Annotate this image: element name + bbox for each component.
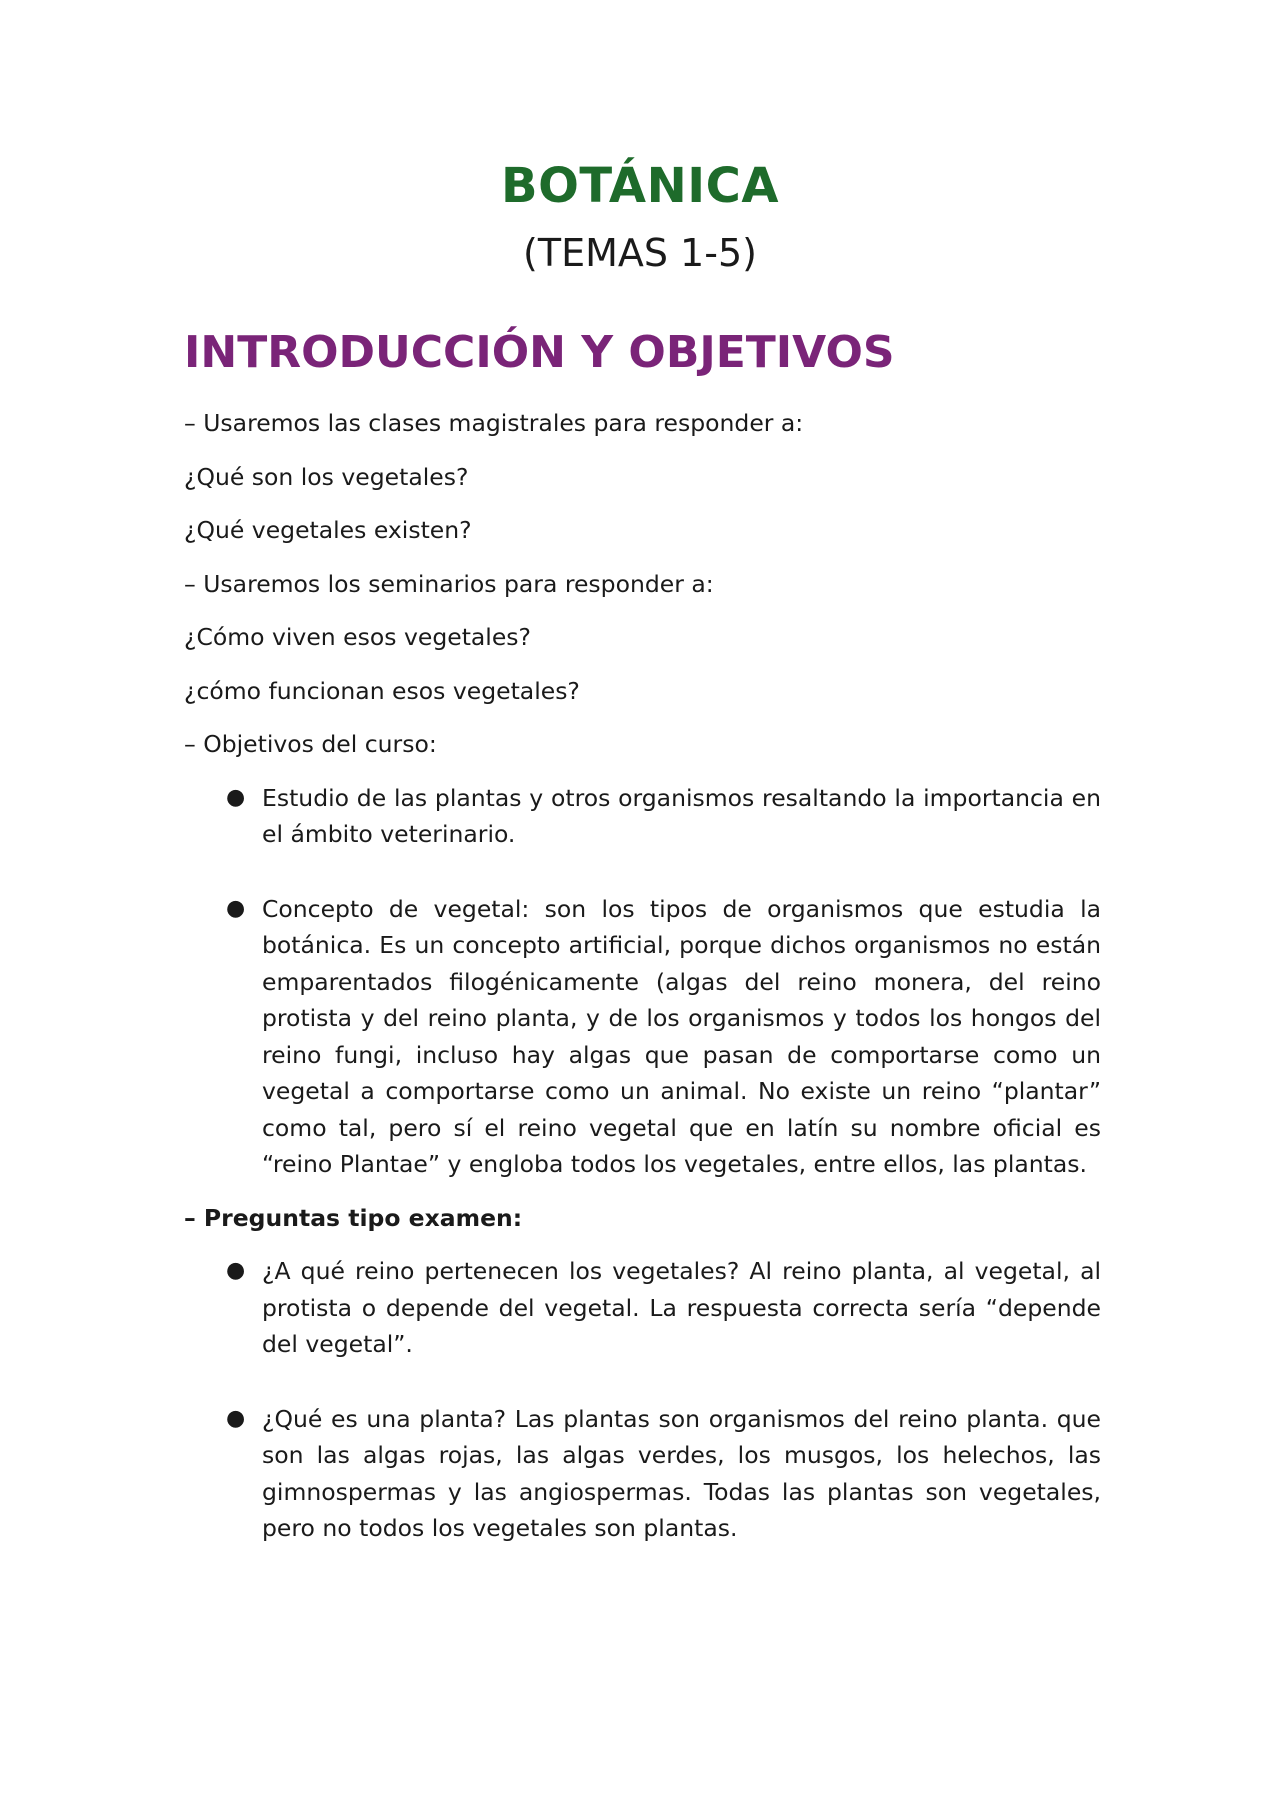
list-item-text: ¿A qué reino pertenecen los vegetales? Al reino planta, al vegetal, al protista o depende del vegetal. La respuesta correcta sería “depende del vegetal”. [262, 1257, 1101, 1358]
section-body [184, 405, 1101, 1564]
bullet-icon: ● [226, 1405, 246, 1431]
paragraph-line: – Usaremos los seminarios para responder a: [184, 569, 714, 598]
exam-questions-list [184, 1253, 1101, 1547]
document-title: BOTÁNICA [501, 158, 779, 214]
list-item-text: Concepto de vegetal: son los tipos de organismos que estudia la botánica. Es un concepto artificial, porque dichos organismos no están emparentados filogénicamente (algas del reino monera, del reino protista y del reino planta, y de los organismos y todos los hongos del reino fungi, incluso hay algas que pasan de comportarse como un vegetal a comportarse como un animal. No existe un reino “plantar” como tal, pero sí el reino vegetal que en latín su nombre oficial es “reino Plantae” y engloba todos los vegetales, entre ellos, las plantas. [262, 894, 1101, 1178]
list-item [184, 780, 1101, 853]
document-subtitle: (TEMAS 1-5) [523, 231, 757, 275]
exam-questions-heading: – Preguntas tipo examen: [184, 1203, 523, 1232]
list-item [184, 1253, 1101, 1363]
list-item-text: Estudio de las plantas y otros organismos resaltando la importancia en el ámbito veterinario. [262, 783, 1101, 848]
list-item-text: ¿Qué es una planta? Las plantas son organismos del reino planta. que son las algas rojas, las algas verdes, los musgos, los helechos, las gimnospermas y las angiospermas. Todas las plantas son vegetales, pero no todos los vegetales son plantas. [262, 1404, 1101, 1542]
list-item [184, 891, 1101, 1183]
paragraph-line: ¿Cómo viven esos vegetales? [184, 623, 532, 651]
bullet-icon: ● [226, 895, 246, 921]
bullet-icon: ● [226, 1258, 246, 1283]
list-item [184, 1401, 1101, 1547]
paragraph-line: – Usaremos las clases magistrales para responder a: [184, 409, 804, 437]
objectives-list [184, 780, 1101, 1183]
paragraph-line: ¿Qué vegetales existen? [184, 516, 472, 544]
paragraph-line: ¿cómo funcionan esos vegetales? [184, 676, 580, 705]
paragraph-line: ¿Qué son los vegetales? [184, 462, 469, 491]
section-heading: INTRODUCCIÓN Y OBJETIVOS [184, 327, 895, 378]
paragraph-line: – Objetivos del curso: [184, 730, 437, 758]
bullet-icon: ● [226, 784, 246, 810]
